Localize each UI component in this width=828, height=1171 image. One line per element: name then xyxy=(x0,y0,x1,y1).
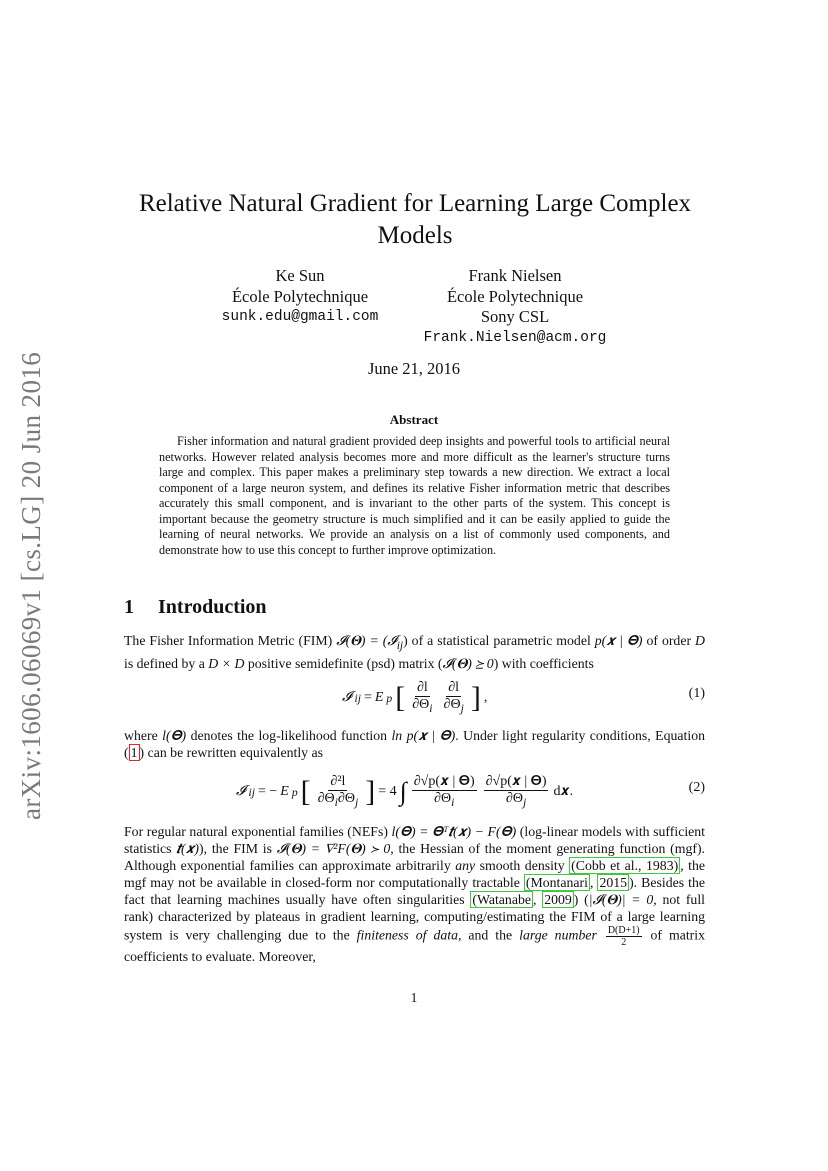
author-affiliation: École Polytechnique xyxy=(231,286,369,306)
equation-number: (1) xyxy=(688,686,705,701)
arxiv-sidebar-stamp: arXiv:1606.06069v1 [cs.LG] 20 Jun 2016 xyxy=(16,351,46,820)
paper-title: Relative Natural Gradient for Learning Large Complex Models xyxy=(138,190,692,249)
author-email[interactable]: sunk.edu@gmail.com xyxy=(221,309,379,325)
paragraph-log-likelihood: where l(𝚯) denotes the log-likelihood function ln p(𝒙 | 𝚯). Under light regularity conditions, Equation ( 1 ) can be rewritten equivalently as xyxy=(124,728,705,760)
abstract-text: Fisher information and natural gradient provided deep insights and powerful tools to artificial neural networks. However related analysis becomes more and more difficult as the learner's structure turns large and complex. This paper makes a preliminary step towards a new direction. We extract a local component of a large neuron system, and defines its relative Fisher information metric that describes accurately this small component, and is invariant to the other parts of the system. This concept is important because the geometry structure is much simplified and it can be easily applied to guide the learning of neural networks. We provide an analysis on a list of commonly used components, and demonstrate how to use this concept to further improve optimization. xyxy=(159,434,670,557)
author-1 xyxy=(200,266,400,328)
section-number: 1 xyxy=(124,596,134,618)
paper-date: June 21, 2016 xyxy=(367,359,461,378)
citation-link-watanabe-year[interactable]: 2009 xyxy=(544,892,572,907)
paragraph-fim-definition: The Fisher Information Metric (FIM) 𝓘(𝚯) = (𝓘$_{ij}$) of a statistical parametric model p(𝒙 | 𝚯) of order D is defined by a D × D positive semidefinite (psd) matrix (𝓘(𝚯) ⪰ 0) with coefficients xyxy=(124,633,705,671)
paragraph-exponential-families: For regular natural exponential families (NEFs) l(𝚯) = 𝚯ᵀ𝒕(𝒙) − F(𝚯) (log-linear models with sufficient statistics 𝒕(𝒙)), the FIM is 𝓘(𝚯) = ∇²F(𝚯) ≻ 0, the Hessian of the moment generating function (mgf). Although exponential families can approximate arbitrarily any smooth density (Cobb et al., 1983) , the mgf may not be available in closed-form nor computationally tractable (Montanari , 2015 ). Besides the fact that learning machines usually have often singularities (Watanabe , 2009 ) (|𝓘(𝚯)| = 0, not full rank) characterized by plateaus in gradient learning, computing/estimating the FIM of a large learning system is very challenging due to the finiteness of data, and the large number $\frac{D(D+1)}{2}$ of matrix coefficients to evaluate. Moreover, xyxy=(124,824,706,964)
citation-link-montanari[interactable]: (Montanari xyxy=(525,875,588,890)
author-name: Frank Nielsen xyxy=(468,266,562,285)
abstract-heading: Abstract xyxy=(389,412,439,427)
citation-link-montanari-year[interactable]: 2015 xyxy=(599,875,628,890)
author-email[interactable]: Frank.Nielsen@acm.org xyxy=(423,329,607,346)
citation-link-cobb[interactable]: (Cobb et al., 1983) xyxy=(571,858,679,873)
author-name: Ke Sun xyxy=(275,266,325,285)
author-affiliation-2: Sony CSL xyxy=(480,307,550,326)
section-heading xyxy=(124,596,267,619)
citation-link-watanabe[interactable]: (Watanabe xyxy=(472,892,531,907)
equation-2: 𝓘 ij = − E p [ $\frac{\text{∂²l}}{\partial\Theta_i\partial\Theta_j}$ ] = 4 ∫ $\frac{\text{∂√p(𝒙 | 𝚯)}}{\partial\Theta_i}$ $\frac{\text{∂√p(𝒙 | 𝚯)}}{\partial\Theta_j}$ d𝒙. (2) xyxy=(236,774,705,809)
author-2 xyxy=(415,266,615,348)
author-affiliation: École Polytechnique xyxy=(446,286,584,306)
section-title: Introduction xyxy=(158,596,267,618)
equation-number: (2) xyxy=(688,780,705,795)
page-number: 1 xyxy=(410,990,418,1005)
equation-ref-link[interactable]: 1 xyxy=(130,745,138,760)
equation-1: 𝓘 ij = E p [ $\frac{\partial l}{\partial\Theta_i}$ $\frac{\partial l}{\partial\Theta_j}$ ] , (1) xyxy=(342,680,705,715)
